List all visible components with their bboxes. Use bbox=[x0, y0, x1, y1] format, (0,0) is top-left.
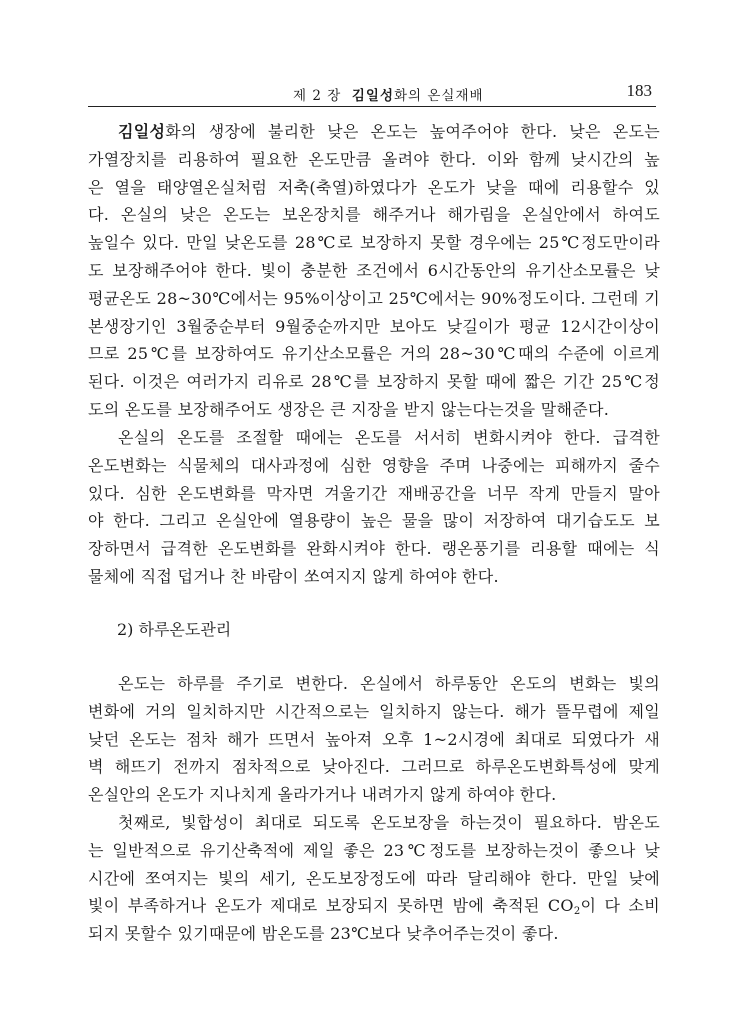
text-line: 첫째로, 빛합성이 최대로 되도록 온도보장을 하는것이 필요하다. 밤온도 bbox=[118, 813, 660, 832]
text-line: 온도는 하루를 주기로 변한다. 온실에서 하루동안 온도의 변화는 빛의 bbox=[118, 674, 660, 693]
text-line: 은 열을 태양열온실처럼 저축(축열)하였다가 온도가 낮을 때에 리용할수 있 bbox=[88, 177, 660, 197]
text-line: 다. 온실의 낮은 온도는 보온장치를 해주거나 해가림을 온실안에서 하여도 bbox=[88, 205, 660, 225]
text-line: 된다. 이것은 여러가지 리유로 28℃를 보장하지 못할 때에 짧은 기간 25℃정 bbox=[88, 372, 660, 392]
paragraph-2 bbox=[88, 424, 660, 591]
page-header bbox=[88, 76, 656, 107]
text-line: 장하면서 급격한 온도변화를 완화시켜야 한다. 랭온풍기를 리용할 때에는 식 bbox=[88, 539, 660, 559]
paragraph-4 bbox=[88, 809, 660, 948]
text-line: 야 한다. 그리고 온실안에 열용량이 높은 물을 많이 저장하여 대기습도도 보 bbox=[88, 511, 660, 531]
paragraph-1 bbox=[88, 118, 660, 424]
text-line: 평균온도 28~30℃에서는 95%이상이고 25℃에서는 90%정도이다. 그런데 기 bbox=[88, 288, 660, 308]
text-line: 도의 온도를 보장해주어도 생장은 큰 지장을 받지 않는다는것을 말해준다. bbox=[88, 399, 610, 419]
text-line: 낮던 온도는 점차 해가 뜨면서 높아져 오후 1~2시경에 최대로 되였다가 새 bbox=[88, 729, 660, 749]
text-line: 온실안의 온도가 지나치게 올라가거나 내려가지 않게 하여야 한다. bbox=[88, 785, 557, 805]
text-line: 변화에 거의 일치하지만 시간적으로는 일치하지 않는다. 해가 뜰무렵에 제일 bbox=[88, 701, 660, 721]
text-line: 온도변화는 식물체의 대사과정에 심한 영향을 주며 나중에는 피해까지 줄수 bbox=[88, 455, 660, 475]
text-line-rest: 화의 생장에 불리한 낮은 온도는 높여주어야 한다. 낮은 온도는 bbox=[165, 122, 660, 141]
text-line: 높일수 있다. 만일 낮온도를 28℃로 보장하지 못할 경우에는 25℃정도만이라 bbox=[88, 233, 660, 253]
section-subheading: 2) 하루온도관리 bbox=[117, 620, 232, 639]
lead-name-bold: 김일성 bbox=[118, 122, 166, 141]
running-title bbox=[293, 84, 484, 104]
text-line: 시간에 쪼여지는 빛의 세기, 온도보장정도에 따라 달리해야 한다. 만일 낮에 bbox=[88, 868, 660, 888]
text-line: 가열장치를 리용하여 필요한 온도만큼 올려야 한다. 이와 함께 낮시간의 높 bbox=[88, 149, 660, 169]
text-line: 므로 25℃를 보장하여도 유기산소모률은 거의 28~30℃때의 수준에 이르게 bbox=[88, 344, 660, 364]
text-line-part: 빛이 부족하거나 온도가 제대로 보장되지 못하면 밤에 축적된 CO bbox=[88, 896, 574, 916]
text-line: 도 보장해주어야 한다. 빛이 충분한 조건에서 6시간동안의 유기산소모률은 낮 bbox=[88, 260, 660, 280]
page-number: 183 bbox=[626, 81, 652, 100]
text-line bbox=[88, 118, 660, 146]
text-line: 온실의 온도를 조절할 때에는 온도를 서서히 변화시켜야 한다. 급격한 bbox=[118, 428, 660, 447]
text-line: 본생장기인 3월중순부터 9월중순까지만 보아도 낮길이가 평균 12시간이상이 bbox=[88, 316, 660, 336]
text-line: 되지 못할수 있기때문에 밤온도를 23℃보다 낮추어주는것이 좋다. bbox=[88, 924, 559, 944]
text-line: 는 일반적으로 유기산축적에 제일 좋은 23℃정도를 보장하는것이 좋으나 낮 bbox=[88, 840, 660, 860]
co2-subscript: 2 bbox=[573, 906, 581, 918]
text-line bbox=[88, 892, 660, 920]
text-line: 있다. 심한 온도변화를 막자면 겨울기간 재배공간을 너무 작게 만들지 말아 bbox=[88, 483, 660, 503]
chapter-label: 제 2 장 bbox=[293, 88, 342, 104]
paragraph-3 bbox=[88, 670, 660, 809]
title-rest: 화의 온실재배 bbox=[393, 88, 484, 104]
text-line-part: 이 다 소비 bbox=[580, 896, 660, 916]
text-line: 벽 해뜨기 전까지 점차적으로 낮아진다. 그러므로 하루온도변화특성에 맞게 bbox=[88, 757, 660, 777]
title-bold-name: 김일성 bbox=[351, 88, 394, 104]
text-line: 물체에 직접 덥거나 찬 바람이 쏘여지지 않게 하여야 한다. bbox=[88, 566, 499, 586]
